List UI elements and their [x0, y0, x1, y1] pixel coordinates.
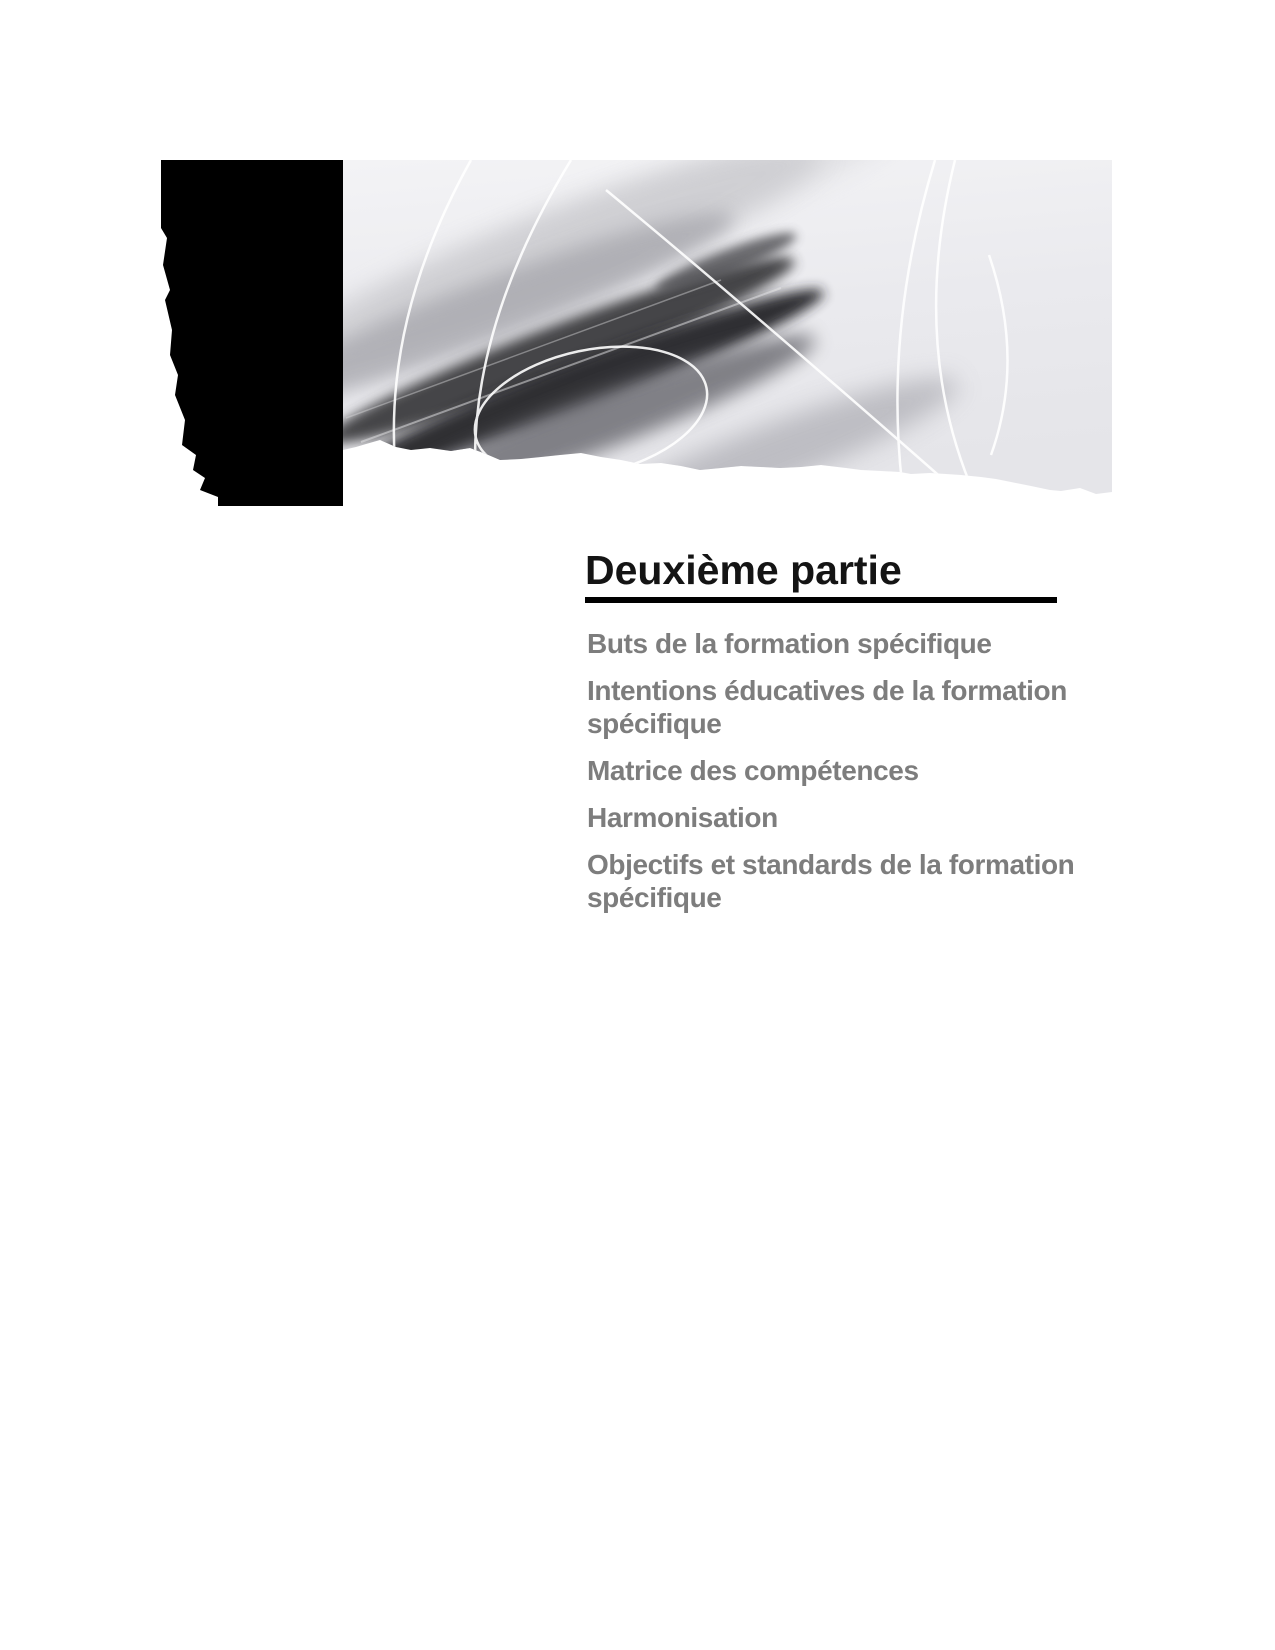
toc-list [587, 627, 1092, 928]
toc-item: Matrice des compétences [587, 755, 919, 786]
title-underline [585, 597, 1057, 603]
toc-item: Objectifs et standards de la formation spécifique [587, 849, 1075, 913]
page-title: Deuxième partie [585, 547, 902, 593]
toc-item: Buts de la formation spécifique [587, 628, 992, 659]
torn-black-bar [161, 160, 343, 506]
chapter-banner-image [161, 160, 1112, 507]
banner-art [161, 160, 1112, 507]
toc-item: Harmonisation [587, 802, 778, 833]
toc-item: Intentions éducatives de la formation spécifique [587, 675, 1067, 739]
